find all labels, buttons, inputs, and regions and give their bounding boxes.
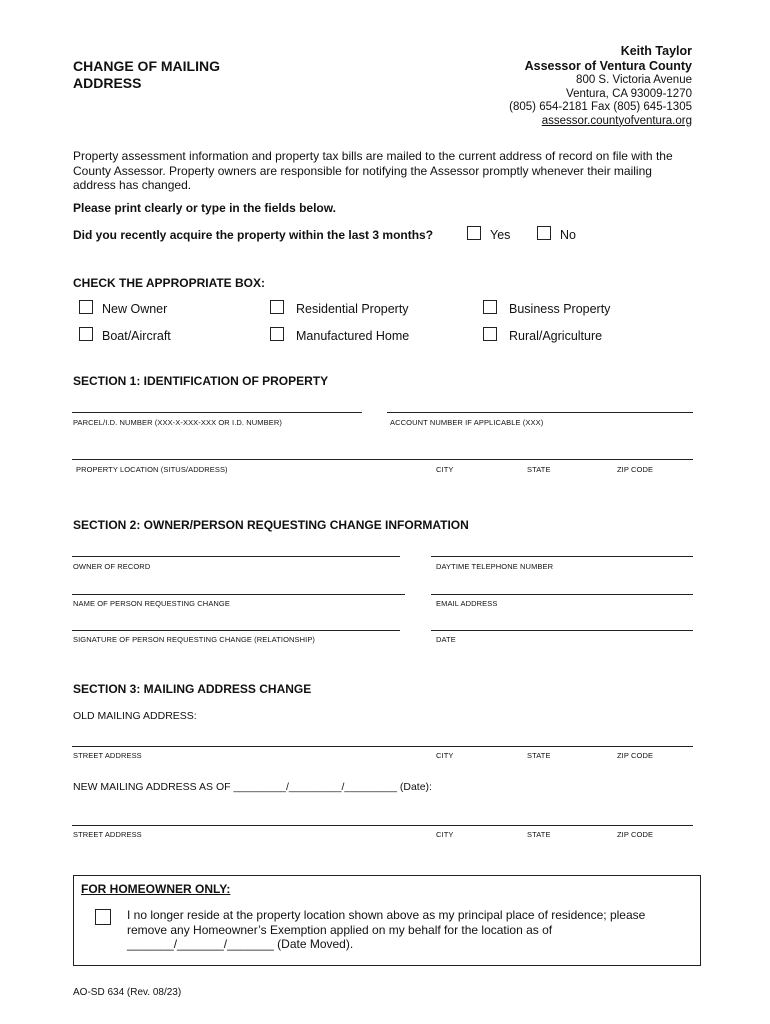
property-location-field[interactable] [72,459,693,460]
email-field[interactable] [431,594,693,595]
assessor-phone: (805) 654-2181 Fax (805) 645-1305 [509,101,692,113]
parcel-number-field[interactable] [72,412,362,413]
signature-field[interactable] [72,630,400,631]
signature-caption: SIGNATURE OF PERSON REQUESTING CHANGE (RELATIONSHIP) [73,635,316,644]
property-state-caption: STATE [527,465,551,474]
form-number: AO-SD 634 (Rev. 08/23) [73,987,182,998]
assessor-street: 800 S. Victoria Avenue [576,74,692,86]
new-city-caption: CITY [436,830,454,839]
old-address-field[interactable] [72,746,693,747]
owner-of-record-field[interactable] [72,556,400,557]
new-mailing-address-label: NEW MAILING ADDRESS AS OF _________/_________/_________ (Date): [73,781,432,793]
business-property-label: Business Property [509,302,611,316]
requester-name-caption: NAME OF PERSON REQUESTING CHANGE [73,599,230,608]
yes-checkbox[interactable] [467,226,481,240]
new-owner-label: New Owner [102,302,168,316]
daytime-phone-field[interactable] [431,556,693,557]
property-location-caption: PROPERTY LOCATION (SITUS/ADDRESS) [76,465,228,474]
boat-aircraft-checkbox[interactable] [79,327,93,341]
section2-heading: SECTION 2: OWNER/PERSON REQUESTING CHANGE INFORMATION [73,518,469,532]
homeowner-exemption-checkbox[interactable] [95,909,111,925]
acquire-question: Did you recently acquire the property within the last 3 months? [73,228,434,242]
property-city-caption: CITY [436,465,454,474]
yes-label: Yes [490,228,511,242]
parcel-number-caption: PARCEL/I.D. NUMBER (XXX-X-XXX-XXX OR I.D. NUMBER) [73,418,282,427]
email-caption: EMAIL ADDRESS [436,599,498,608]
residential-property-checkbox[interactable] [270,300,284,314]
rural-agriculture-checkbox[interactable] [483,327,497,341]
homeowner-heading: FOR HOMEOWNER ONLY: [81,882,231,896]
assessor-city: Ventura, CA 93009-1270 [566,87,692,100]
no-label: No [560,228,576,242]
property-zip-caption: ZIP CODE [617,465,654,474]
rural-agriculture-label: Rural/Agriculture [509,329,603,343]
assessor-org: Assessor of Ventura County [524,59,692,73]
manufactured-home-label: Manufactured Home [296,329,410,343]
manufactured-home-checkbox[interactable] [270,327,284,341]
old-street-caption: STREET ADDRESS [73,751,142,760]
business-property-checkbox[interactable] [483,300,497,314]
assessor-website-link[interactable]: assessor.countyofventura.org [541,114,692,127]
daytime-phone-caption: DAYTIME TELEPHONE NUMBER [436,562,554,571]
account-number-field[interactable] [387,412,693,413]
intro-paragraph: Property assessment information and property tax bills are mailed to the current address of record on file with the County Assessor. Property owners are responsible for notifying the Assessor promptly whenever their mailing address has changed. [73,149,673,192]
old-city-caption: CITY [436,751,454,760]
old-zip-caption: ZIP CODE [617,751,654,760]
instruction-text: Please print clearly or type in the fields below. [73,201,336,215]
form-title: CHANGE OF MAILING ADDRESS [73,58,220,91]
residential-property-label: Residential Property [296,302,409,316]
new-zip-caption: ZIP CODE [617,830,654,839]
new-address-field[interactable] [72,825,693,826]
new-owner-checkbox[interactable] [79,300,93,314]
old-mailing-address-label: OLD MAILING ADDRESS: [73,710,197,722]
section3-heading: SECTION 3: MAILING ADDRESS CHANGE [73,682,312,696]
new-state-caption: STATE [527,830,551,839]
owner-of-record-caption: OWNER OF RECORD [73,562,151,571]
homeowner-text: I no longer reside at the property location shown above as my principal place of residence; please remove any Homeowner’s Exemption applied on my behalf for the location as of _______/_______/_______ (Date Moved). [127,908,646,951]
date-caption: DATE [436,635,456,644]
old-state-caption: STATE [527,751,551,760]
boat-aircraft-label: Boat/Aircraft [102,329,171,343]
date-field[interactable] [431,630,693,631]
no-checkbox[interactable] [537,226,551,240]
requester-name-field[interactable] [72,594,405,595]
homeowner-box [73,875,701,966]
section1-heading: SECTION 1: IDENTIFICATION OF PROPERTY [73,374,329,388]
check-heading: CHECK THE APPROPRIATE BOX: [73,276,266,290]
account-number-caption: ACCOUNT NUMBER IF APPLICABLE (XXX) [390,418,544,427]
new-street-caption: STREET ADDRESS [73,830,142,839]
assessor-header [509,44,692,128]
assessor-name: Keith Taylor [620,44,692,58]
